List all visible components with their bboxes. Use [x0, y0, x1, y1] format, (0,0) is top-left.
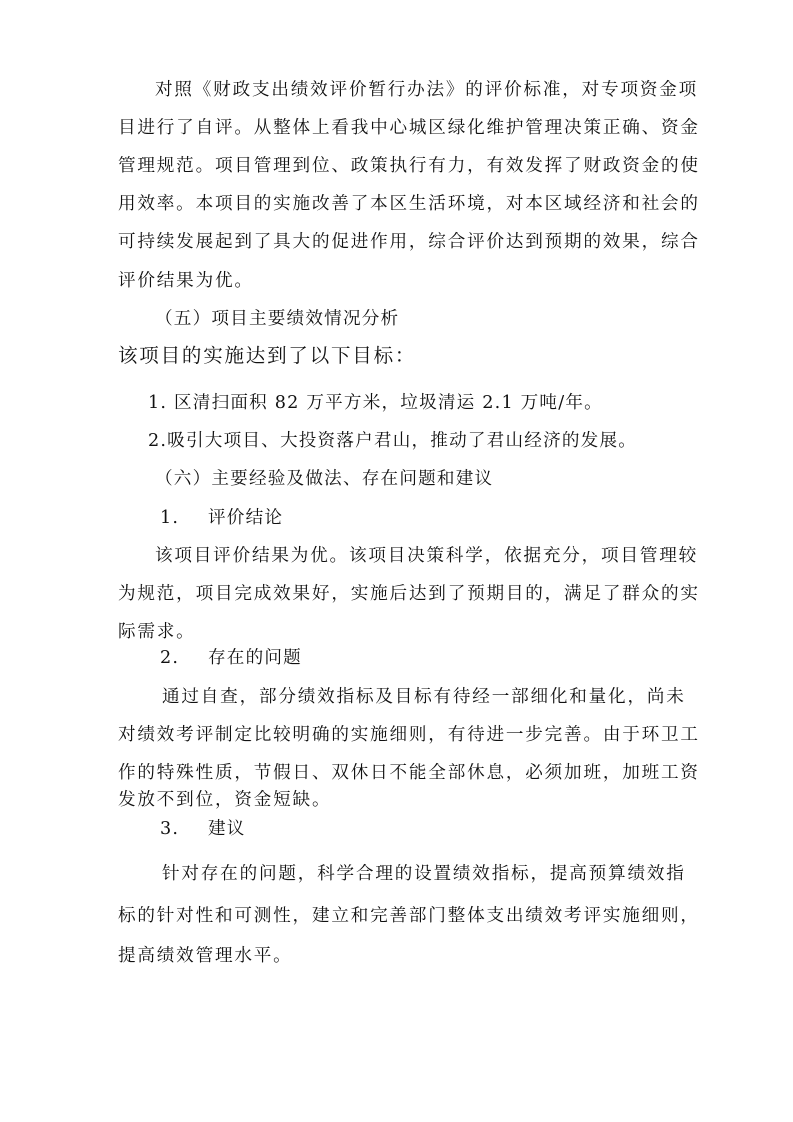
sub1-number: 1.	[160, 508, 180, 528]
sub1-title: 评价结论	[208, 508, 284, 528]
sub3-heading	[160, 817, 246, 841]
suggestions-line-2: 标的针对性和可测性，建立和完善部门整体支出绩效考评实施细则，	[118, 906, 700, 926]
sub3-number: 3.	[160, 819, 180, 839]
conclusion-line-3: 际需求。	[118, 622, 196, 642]
suggestions-line-1: 针对存在的问题，科学合理的设置绩效指标，提高预算绩效指	[162, 864, 686, 884]
para1-line-1: 对照《财政支出绩效评价暂行办法》的评价标准，对专项资金项	[155, 80, 699, 100]
para1-line-5: 可持续发展起到了具大的促进作用，综合评价达到预期的效果，综合	[118, 232, 700, 252]
problems-line-1: 通过自查，部分绩效指标及目标有待经一部细化和量化，尚未	[162, 687, 686, 707]
para1-line-6: 评价结果为优。	[118, 271, 254, 291]
sub2-number: 2.	[160, 648, 180, 668]
problems-line-4: 发放不到位，资金短缺。	[118, 790, 332, 810]
problems-line-2: 对绩效考评制定比较明确的实施细则，有待进一步完善。由于环卫工	[118, 725, 700, 745]
conclusion-line-2: 为规范，项目完成效果好，实施后达到了预期目的，满足了群众的实	[118, 584, 700, 604]
sub1-heading	[160, 506, 283, 530]
conclusion-line-1: 该项目评价结果为优。该项目决策科学，依据充分，项目管理较	[155, 546, 699, 566]
goal-2: 2.吸引大项目、大投资落户君山，推动了君山经济的发展。	[148, 431, 638, 451]
para1-line-4: 用效率。本项目的实施改善了本区生活环境，对本区域经济和社会的	[118, 194, 700, 214]
sub2-heading	[160, 646, 302, 670]
goals-intro: 该项目的实施达到了以下目标：	[118, 344, 417, 367]
sub3-title: 建议	[208, 819, 246, 839]
para1-line-3: 管理规范。项目管理到位、政策执行有力，有效发挥了财政资金的使	[118, 156, 700, 176]
section6-heading: （六）主要经验及做法、存在问题和建议	[155, 469, 494, 489]
section5-heading: （五）项目主要绩效情况分析	[155, 309, 400, 329]
para1-line-2: 目进行了自评。从整体上看我中心城区绿化维护管理决策正确、资金	[118, 118, 700, 138]
sub2-title: 存在的问题	[208, 648, 302, 668]
goal-1: 1. 区清扫面积 82 万平方米，垃圾清运 2.1 万吨/年。	[148, 393, 603, 413]
suggestions-line-3: 提高绩效管理水平。	[118, 946, 293, 966]
problems-line-3: 作的特殊性质，节假日、双休日不能全部休息，必须加班，加班工资	[118, 763, 700, 783]
